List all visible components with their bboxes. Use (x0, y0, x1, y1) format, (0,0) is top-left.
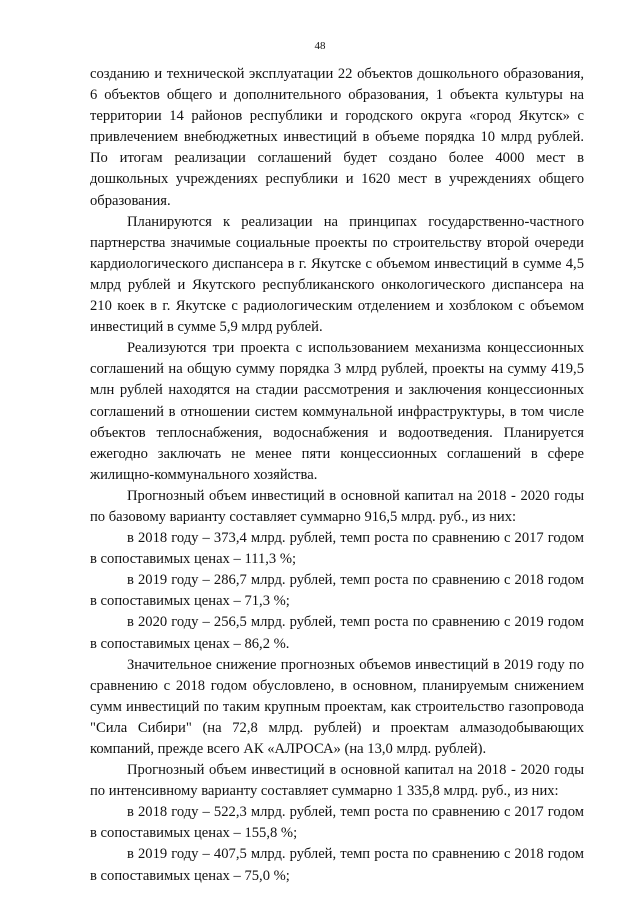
list-item-intensive-2018: в 2018 году – 522,3 млрд. рублей, темп роста по сравнению с 2017 годом в сопоставимых ценах – 155,8 %; (90, 804, 584, 842)
paragraph-concessions: Реализуются три проекта с использованием механизма концессионных соглашений на общую сумму порядка 3 млрд рублей, проекты на сумму 419,5 млн рублей находятся на стадии рассмотрения и заключения концессионных соглашений в отношении систем коммунальной инфраструктуры, в том числе объектов теплоснабжения, водоснабжения и водоотведения. Планируется ежегодно заключать не менее пяти концессионных соглашений в сфере жилищно-коммунального хозяйства. (90, 340, 584, 483)
paragraph-ppp-projects: Планируются к реализации на принципах государственно-частного партнерства значимые социальные проекты по строительству второй очереди кардиологического диспансера в г. Якутске с объемом инвестиций в сумме 4,5 млрд рублей и Якутского республиканского онкологического диспансера на 210 коек в г. Якутске с радиологическим отделением и хозблоком с объемом инвестиций в сумме 5,9 млрд рублей. (90, 213, 584, 336)
paragraph-preschool-objects: созданию и технической эксплуатации 22 объектов дошкольного образования, 6 объектов общего и дополнительного образования, 1 объекта культуры на территории 14 районов республики и городского округа «город Якутск» с привлечением внебюджетных инвестиций в объеме порядка 10 млрд рублей. По итогам реализации соглашений будет создано более 4000 мест в дошкольных учреждениях республики и 1620 мест в учреждениях общего образования. (90, 66, 584, 209)
list-item-base-2020: в 2020 году – 256,5 млрд. рублей, темп роста по сравнению с 2019 годом в сопоставимых ценах – 86,2 %. (90, 614, 584, 652)
paragraph-intensive-forecast: Прогнозный объем инвестиций в основной капитал на 2018 - 2020 годы по интенсивному варианту составляет суммарно 1 335,8 млрд. руб., из них: (90, 762, 584, 800)
page-number: 48 (314, 40, 326, 52)
document-body (90, 64, 584, 887)
list-item-base-2019: в 2019 году – 286,7 млрд. рублей, темп роста по сравнению с 2018 годом в сопоставимых ценах – 71,3 %; (90, 572, 584, 610)
paragraph-base-forecast: Прогнозный объем инвестиций в основной капитал на 2018 - 2020 годы по базовому варианту составляет суммарно 916,5 млрд. руб., из них: (90, 487, 584, 525)
paragraph-investment-decline: Значительное снижение прогнозных объемов инвестиций в 2019 году по сравнению с 2018 годом обусловлено, в основном, планируемым снижением сумм инвестиций по таким крупным проектам, как строительство газопровода "Сила Сибири" (на 72,8 млрд. рублей) и проектам алмазодобывающих компаний, прежде всего АК «АЛРОСА» (на 13,0 млрд. рублей). (90, 656, 584, 757)
list-item-intensive-2019: в 2019 году – 407,5 млрд. рублей, темп роста по сравнению с 2018 годом в сопоставимых ценах – 75,0 %; (90, 846, 584, 884)
list-item-base-2018: в 2018 году – 373,4 млрд. рублей, темп роста по сравнению с 2017 годом в сопоставимых ценах – 111,3 %; (90, 530, 584, 568)
